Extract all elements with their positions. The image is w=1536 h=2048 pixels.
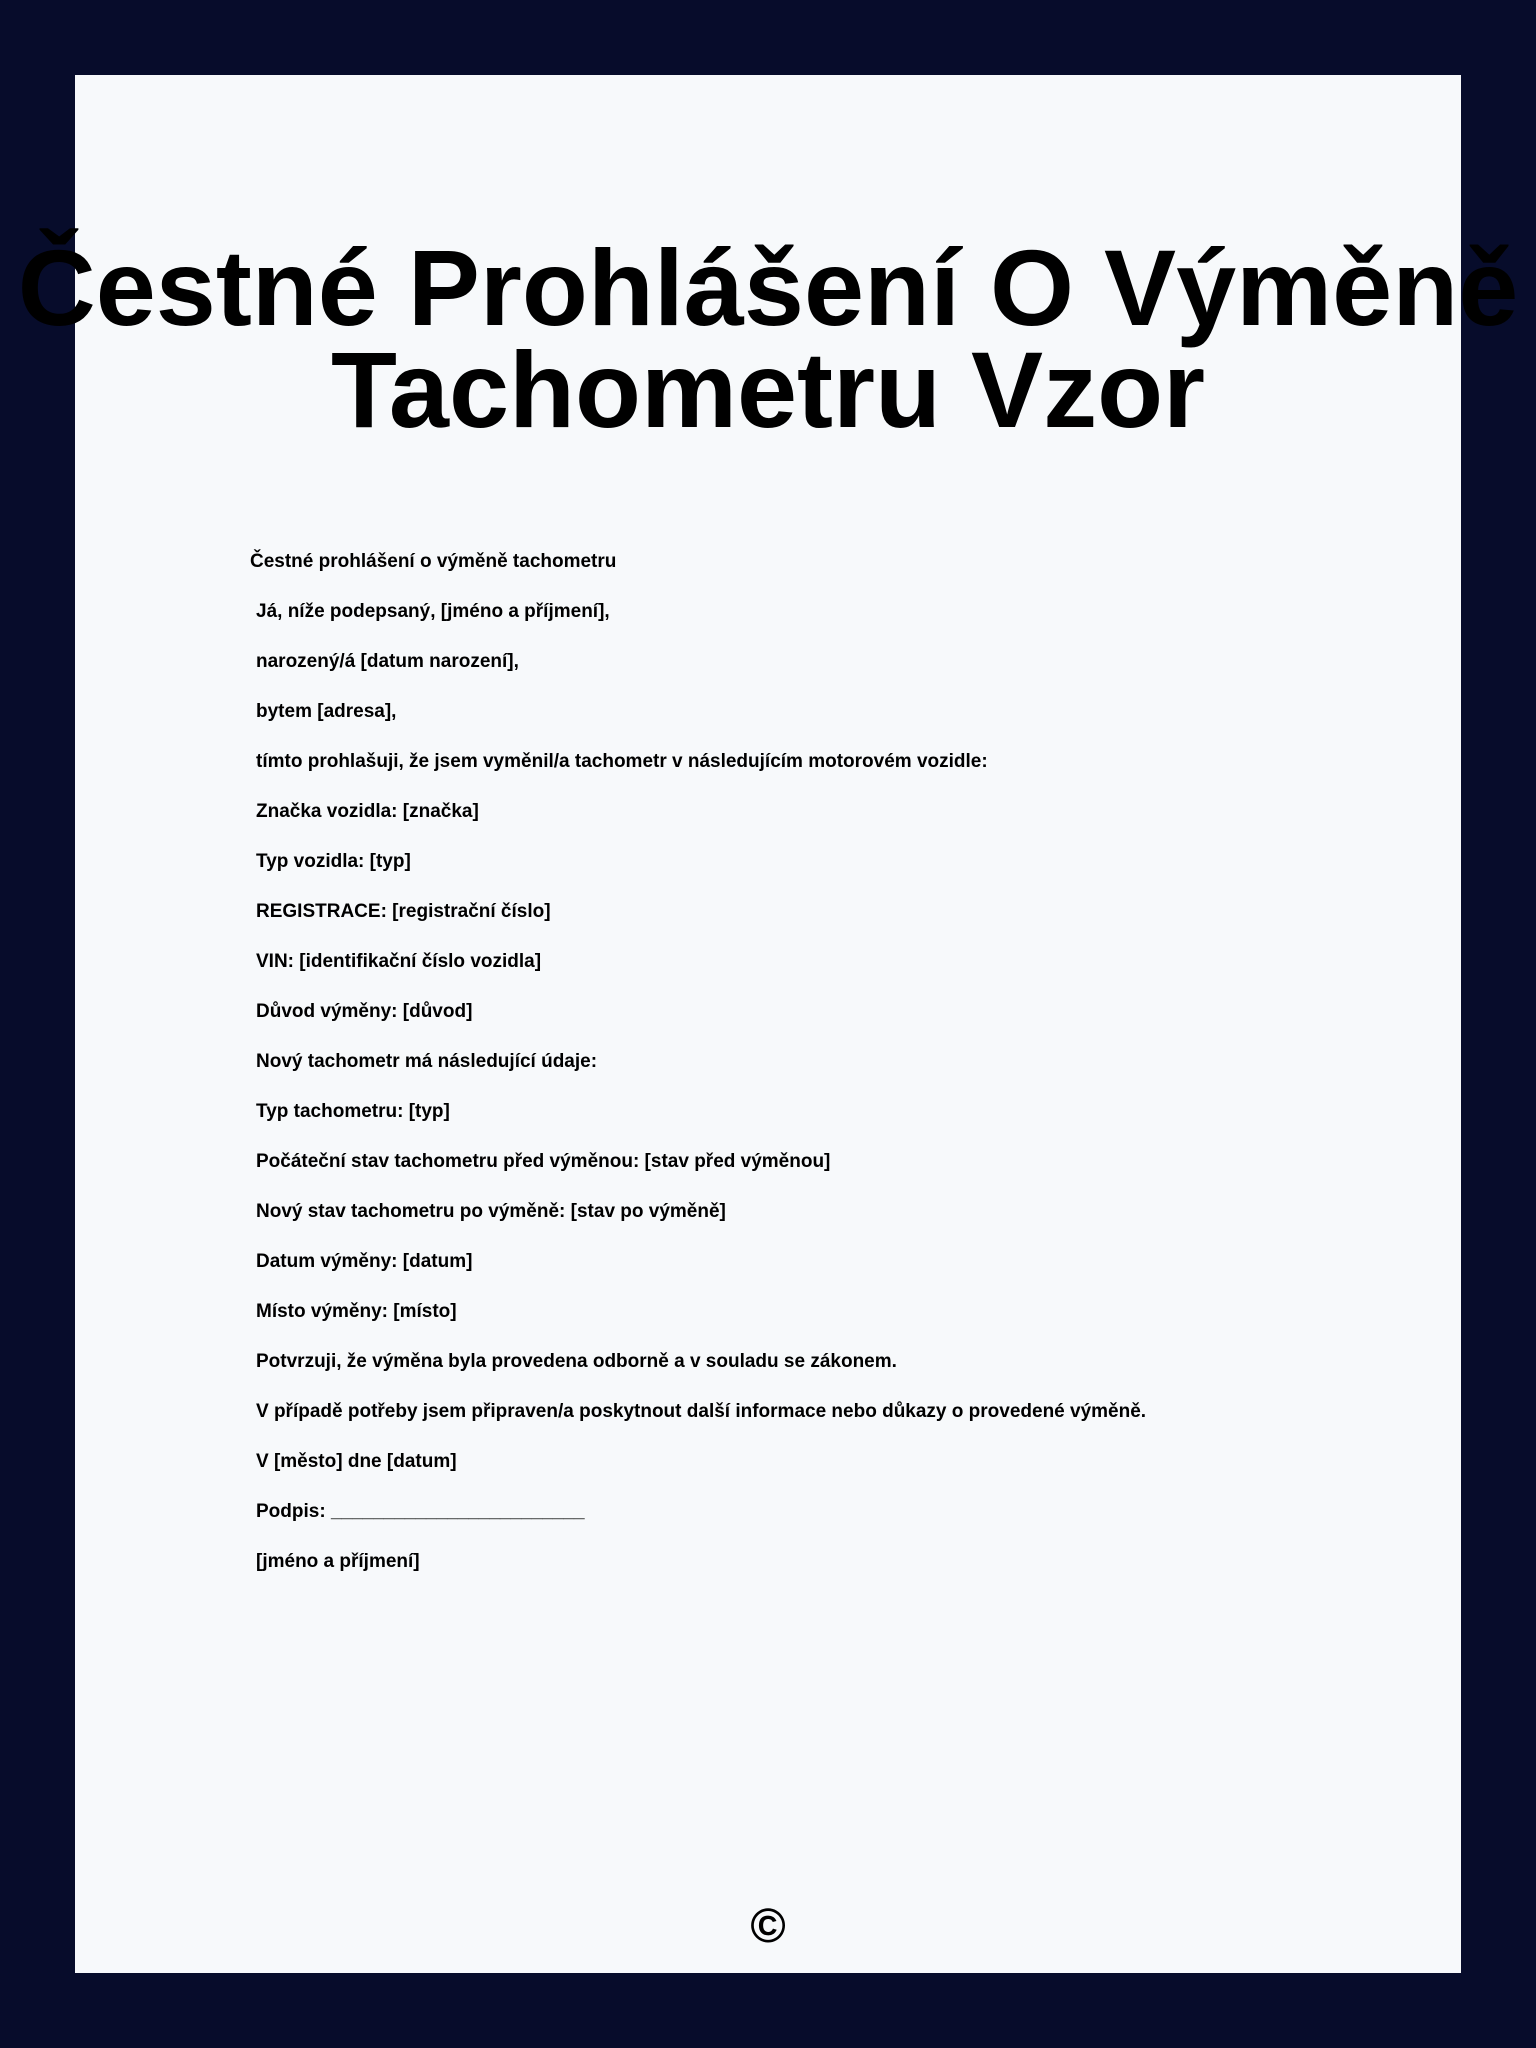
line-signature: Podpis: ________________________: [256, 1501, 585, 1522]
line-tachometer-type: Typ tachometru: [typ]: [256, 1101, 450, 1122]
line-registration: REGISTRACE: [registrační číslo]: [256, 901, 551, 922]
line-name: [jméno a příjmení]: [256, 1551, 420, 1572]
document-heading: Čestné prohlášení o výměně tachometru: [250, 551, 617, 572]
copyright-icon: ©: [750, 1900, 786, 1953]
line-further-info: V případě potřeby jsem připraven/a poskytnout další informace nebo důkazy o provedené výměně.: [256, 1401, 1147, 1422]
document-title: [0, 227, 1536, 450]
line-new-tachometer-intro: Nový tachometr má následující údaje:: [256, 1051, 598, 1072]
title-line-2: Tachometru Vzor: [330, 329, 1206, 450]
line-exchange-place: Místo výměny: [místo]: [256, 1301, 457, 1322]
line-declarant: Já, níže podepsaný, [jméno a příjmení],: [256, 601, 610, 622]
line-address: bytem [adresa],: [256, 701, 397, 722]
line-vehicle-type: Typ vozidla: [typ]: [256, 851, 411, 872]
line-vehicle-brand: Značka vozidla: [značka]: [256, 801, 479, 822]
title-line-1: Čestné Prohlášení O Výměně: [17, 227, 1519, 348]
line-state-after: Nový stav tachometru po výměně: [stav po výměně]: [256, 1201, 726, 1222]
line-exchange-date: Datum výměny: [datum]: [256, 1251, 473, 1272]
line-reason: Důvod výměny: [důvod]: [256, 1001, 473, 1022]
line-vin: VIN: [identifikační číslo vozidla]: [256, 951, 542, 972]
line-state-before: Počáteční stav tachometru před výměnou: [stav před výměnou]: [256, 1151, 831, 1172]
line-birth-date: narozený/á [datum narození],: [256, 651, 519, 672]
line-confirmation: Potvrzuji, že výměna byla provedena odborně a v souladu se zákonem.: [256, 1351, 897, 1372]
line-declaration: tímto prohlašuji, že jsem vyměnil/a tachometr v následujícím motorovém vozidle:: [256, 751, 988, 772]
line-place-date: V [město] dne [datum]: [256, 1451, 457, 1472]
